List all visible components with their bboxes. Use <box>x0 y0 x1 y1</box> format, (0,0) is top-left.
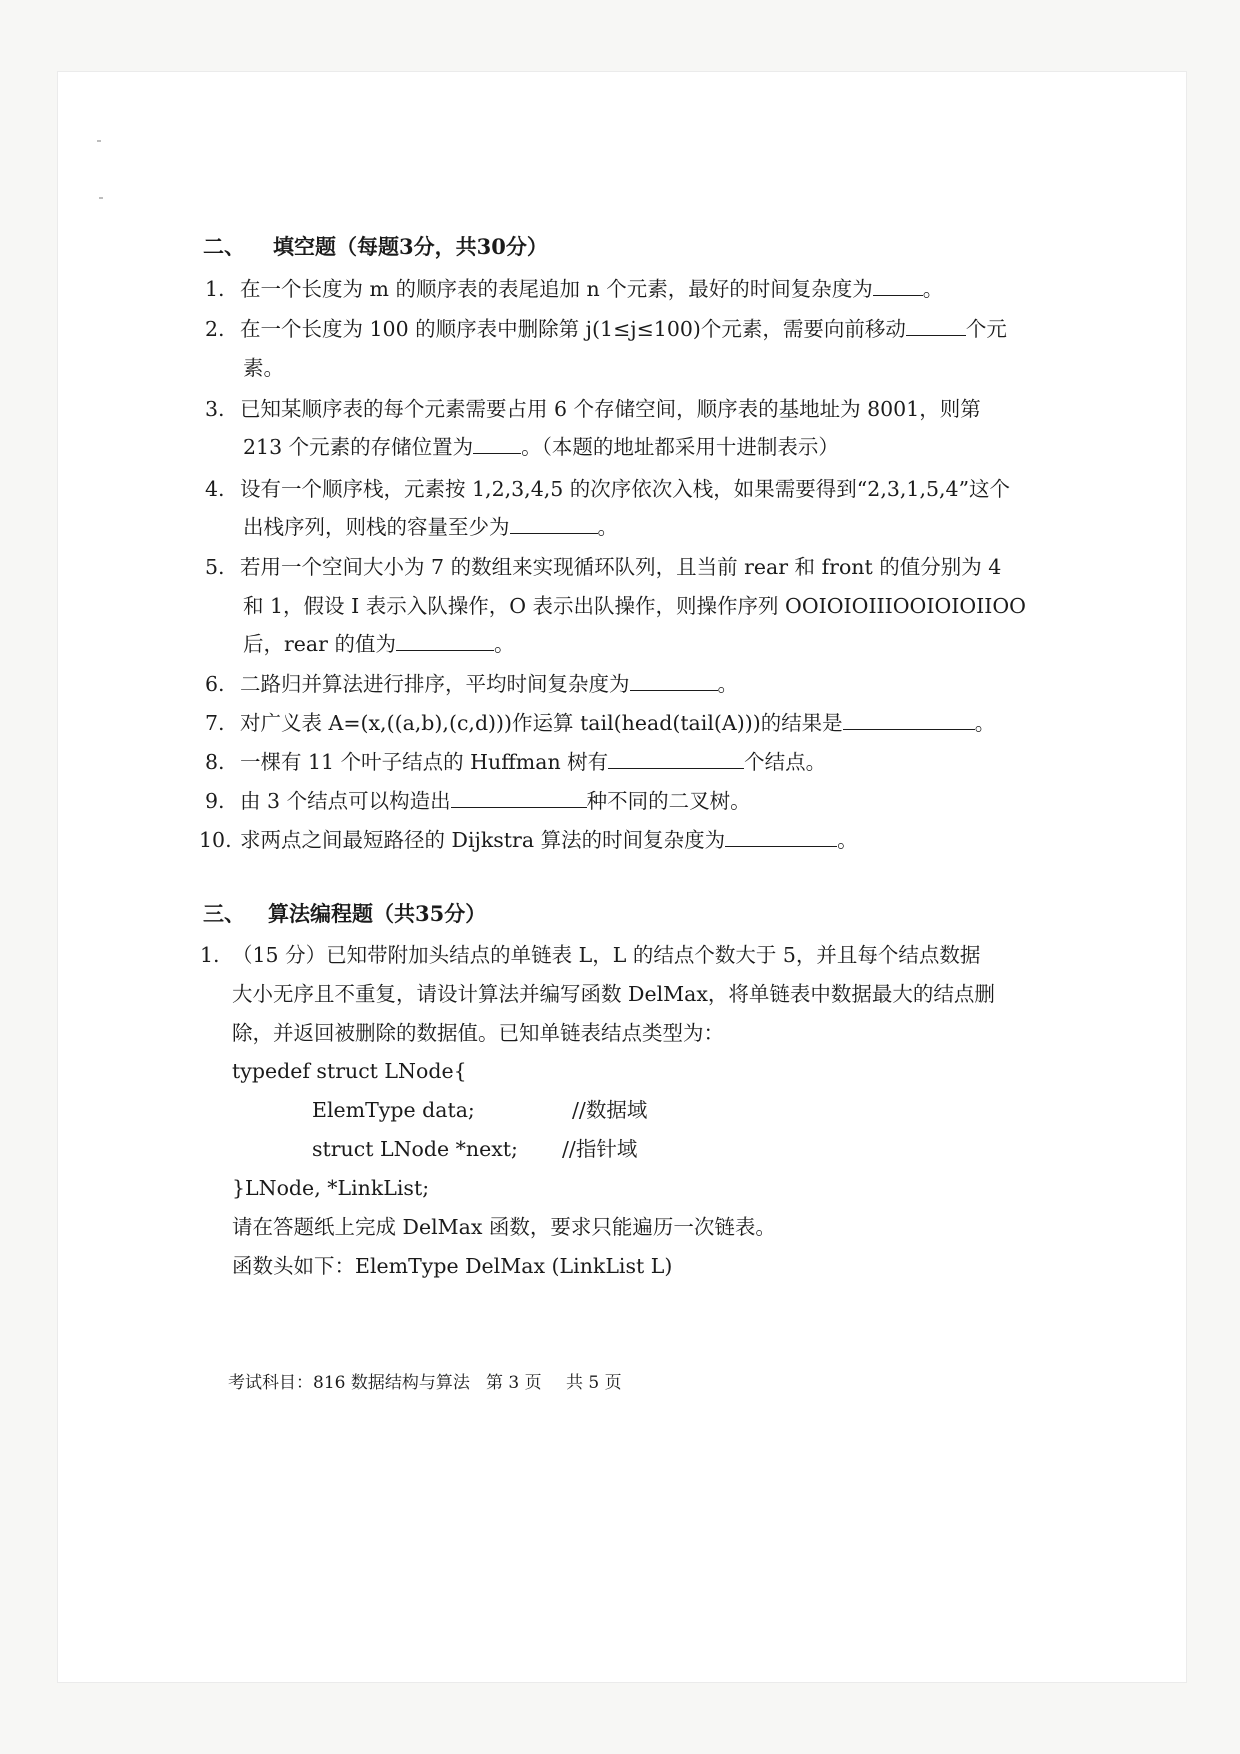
answer-blank <box>873 275 923 296</box>
algo-question-line: 除，并返回被删除的数据值。已知单链表结点类型为： <box>232 1021 724 1045</box>
question-text: 。 <box>493 632 515 656</box>
code-comment: //指针域 <box>562 1137 638 1161</box>
question-4: 设有一个顺序栈，元素按 1,2,3,4,5 的次序依次入栈，如果需要得到“2,3,1,5,4”这个 <box>240 477 1011 501</box>
question-number: 4. <box>205 477 225 501</box>
question-4-cont <box>243 513 618 541</box>
section2-number: 二、 <box>203 234 245 259</box>
question-number: 6. <box>205 672 225 696</box>
question-9 <box>240 787 751 815</box>
answer-blank <box>630 670 718 691</box>
question-text: 在一个长度为 m 的顺序表的表尾追加 n 个元素，最好的时间复杂度为 <box>240 277 873 301</box>
footer-page-total: 共 5 页 <box>566 1373 622 1393</box>
code-line: ElemType data; <box>312 1098 475 1122</box>
question-10 <box>240 826 858 854</box>
question-8 <box>240 748 826 776</box>
question-text: 求两点之间最短路径的 Dijkstra 算法的时间复杂度为 <box>240 828 726 852</box>
question-text: 对广义表 A=(x,((a,b),(c,d)))作运算 tail(head(tail(A)))的结果是 <box>240 711 843 735</box>
question-2 <box>240 315 1007 343</box>
question-text: 出栈序列，则栈的容量至少为 <box>243 515 510 539</box>
question-text: 213 个元素的存储位置为 <box>243 435 474 459</box>
question-number: 1. <box>205 277 225 301</box>
question-text: 素。 <box>243 356 284 380</box>
section3-title: 算法编程题（共35分） <box>268 901 487 926</box>
question-text: 在一个长度为 100 的顺序表中删除第 j(1≤j≤100)个元素，需要向前移动 <box>240 317 906 341</box>
question-text: 个元 <box>965 317 1007 341</box>
question-1 <box>240 275 943 303</box>
footer-subject: 考试科目：816 数据结构与算法 <box>228 1373 470 1393</box>
question-text: 一棵有 11 个叶子结点的 Huffman 树有 <box>240 750 609 774</box>
question-6 <box>240 670 738 698</box>
algo-question-line: 大小无序且不重复，请设计算法并编写函数 DelMax，将单链表中数据最大的结点删 <box>232 982 995 1006</box>
question-text: 个结点。 <box>744 750 827 774</box>
question-number: 5. <box>205 555 225 579</box>
answer-blank <box>843 709 975 730</box>
question-3-cont <box>243 433 839 461</box>
question-number: 10. <box>199 828 232 852</box>
question-text: 。 <box>922 277 944 301</box>
question-text: 。 <box>837 828 858 852</box>
question-7 <box>240 709 995 737</box>
question-number: 8. <box>205 750 225 774</box>
answer-blank <box>473 433 521 454</box>
question-text: 。 <box>717 672 738 696</box>
code-comment: //数据域 <box>572 1098 648 1122</box>
question-text: 。 <box>974 711 996 735</box>
code-line: }LNode, *LinkList; <box>232 1176 430 1200</box>
question-number: 3. <box>205 397 225 421</box>
question-5-cont: 和 1，假设 I 表示入队操作，O 表示出队操作，则操作序列 OOIOIOIIIOOIOIOIIOO <box>243 594 1026 618</box>
answer-blank <box>906 315 966 336</box>
question-number: 1. <box>200 943 220 967</box>
question-text: 。 <box>597 515 618 539</box>
answer-blank <box>510 513 598 534</box>
answer-blank <box>608 748 744 769</box>
algo-question-line: 请在答题纸上完成 DelMax 函数，要求只能遍历一次链表。 <box>232 1215 776 1239</box>
question-number: 7. <box>205 711 225 735</box>
scan-speck <box>97 140 101 142</box>
section3-number: 三、 <box>203 901 245 926</box>
question-text: 。（本题的地址都采用十进制表示） <box>521 435 839 459</box>
question-5-cont2 <box>243 630 514 658</box>
function-header: 函数头如下：ElemType DelMax (LinkList L) <box>232 1254 673 1278</box>
answer-blank <box>725 826 837 847</box>
footer-page-number: 第 3 页 <box>486 1373 542 1393</box>
answer-blank <box>451 787 587 808</box>
question-text: 由 3 个结点可以构造出 <box>240 789 451 813</box>
answer-blank <box>396 630 494 651</box>
question-number: 9. <box>205 789 225 813</box>
exam-page <box>58 72 1186 1682</box>
question-text: 二路归并算法进行排序，平均时间复杂度为 <box>240 672 630 696</box>
question-3: 已知某顺序表的每个元素需要占用 6 个存储空间，顺序表的基地址为 8001，则第 <box>240 397 981 421</box>
scan-speck <box>99 197 103 199</box>
question-5: 若用一个空间大小为 7 的数组来实现循环队列，且当前 rear 和 front 的值分别为 4 <box>240 555 1002 579</box>
algo-question-line: （15 分）已知带附加头结点的单链表 L，L 的结点个数大于 5，并且每个结点数据 <box>232 943 981 967</box>
code-line: typedef struct LNode{ <box>232 1059 467 1083</box>
question-number: 2. <box>205 317 225 341</box>
section2-title: 填空题（每题3分，共30分） <box>273 234 548 259</box>
question-text: 种不同的二叉树。 <box>586 789 751 813</box>
code-line: struct LNode *next; <box>312 1137 518 1161</box>
question-text: 后，rear 的值为 <box>243 632 396 656</box>
